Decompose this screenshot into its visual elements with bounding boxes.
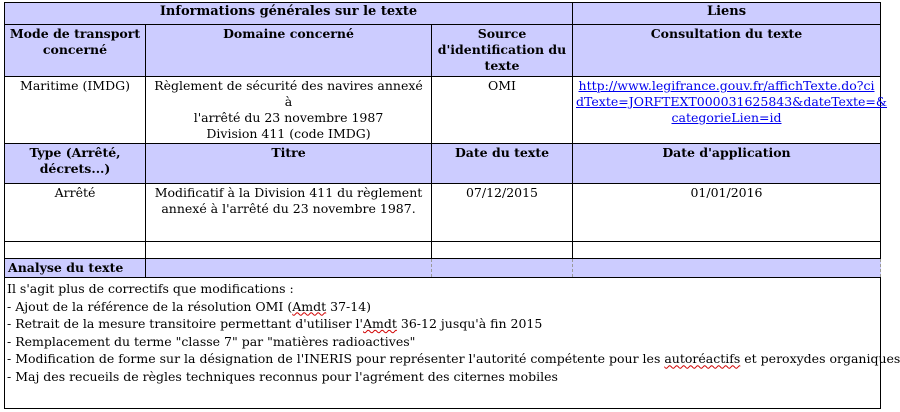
- links-header: Liens: [573, 3, 881, 25]
- link-line-3[interactable]: categorieLien=id: [671, 110, 782, 125]
- titre-value: Modificatif à la Division 411 du règlement annexé à l'arrêté du 23 novembre 1987.: [146, 184, 432, 242]
- col-titre-header: Titre: [146, 144, 432, 184]
- section-header-row: [5, 3, 881, 25]
- analyse-item: - Modification de forme sur la désignation de l'INERIS pour représenter l'autorité compétente pour les autoréactifs et peroxydes organiques: [7, 351, 900, 367]
- col-date-application-header: Date d'application: [573, 144, 881, 184]
- domaine-line-1: Règlement de sécurité des navires annexé à: [154, 78, 423, 109]
- spacer-cell: [432, 242, 573, 259]
- domaine-value: [146, 77, 432, 144]
- source-value: OMI: [432, 77, 573, 144]
- analyse-header-fill: [146, 259, 432, 278]
- date-texte-value: 07/12/2015: [432, 184, 573, 242]
- spacer-cell: [573, 242, 881, 259]
- domaine-line-2: l'arrêté du 23 novembre 1987: [193, 110, 384, 125]
- column-header-row-1: [5, 25, 881, 77]
- col-date-texte-header: Date du texte: [432, 144, 573, 184]
- analyse-item: - Ajout de la référence de la résolution OMI (Amdt 37-14): [7, 298, 372, 314]
- analyse-body-row: [5, 278, 881, 409]
- analyse-item: - Remplacement du terme "classe 7" par "matières radioactives": [7, 333, 416, 349]
- col-source-header: Source d'identification du texte: [432, 25, 573, 77]
- data-row-1: [5, 77, 881, 144]
- analyse-item: - Maj des recueils de règles techniques reconnus pour l'agrément des citernes mobiles: [7, 368, 558, 384]
- link-line-2[interactable]: dTexte=JORFTEXT000031625843&dateTexte=&: [576, 94, 888, 109]
- analyse-body: [5, 278, 900, 409]
- col-domaine-header: Domaine concerné: [146, 25, 432, 77]
- col-type-header: Type (Arrêté, décrets...): [5, 144, 146, 184]
- mode-value: Maritime (IMDG): [5, 77, 146, 144]
- analyse-item: - Retrait de la mesure transitoire permettant d'utiliser l'Amdt 36-12 jusqu'à fin 2015: [7, 316, 543, 332]
- type-value: Arrêté: [5, 184, 146, 242]
- spacer-row: [5, 242, 881, 259]
- analyse-header-fill: [432, 259, 573, 278]
- analyse-header-row: [5, 259, 881, 278]
- general-info-header: Informations générales sur le texte: [5, 3, 573, 25]
- link-line-1[interactable]: http://www.legifrance.gouv.fr/affichTexte.do?ci: [578, 78, 875, 93]
- consultation-link[interactable]: [573, 77, 888, 144]
- spacer-cell: [146, 242, 432, 259]
- analyse-heading: Analyse du texte: [5, 259, 146, 278]
- analyse-intro: Il s'agit plus de correctifs que modifications :: [7, 281, 294, 296]
- column-header-row-2: [5, 144, 881, 184]
- info-table: [4, 2, 900, 409]
- col-mode-header: Mode de transport concerné: [5, 25, 146, 77]
- data-row-2: [5, 184, 881, 242]
- spacer-cell: [5, 242, 146, 259]
- domaine-line-3: Division 411 (code IMDG): [206, 126, 371, 141]
- date-application-value: 01/01/2016: [573, 184, 881, 242]
- analyse-header-fill: [573, 259, 881, 278]
- col-consultation-header: Consultation du texte: [573, 25, 881, 77]
